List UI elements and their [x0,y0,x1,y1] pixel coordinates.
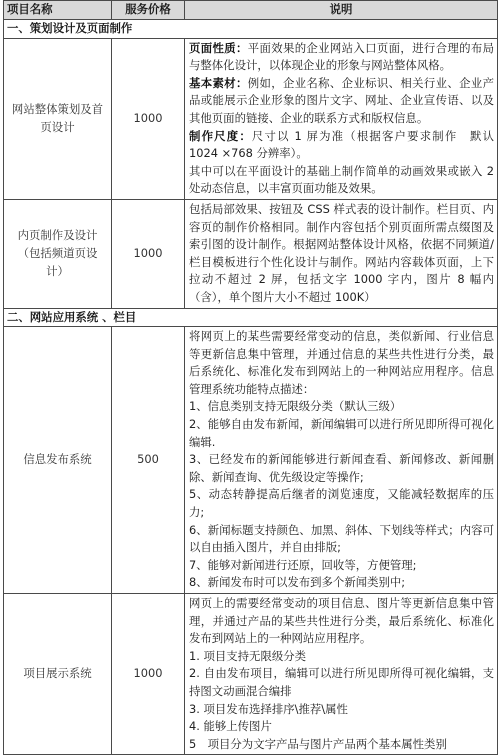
description-paragraph [189,574,494,592]
price-table [3,0,498,755]
description-paragraph [189,163,494,198]
table-body [4,20,498,755]
field-text: 5 项目分为文字产品与图片产品两个基本属性类别 [189,736,447,751]
description-paragraph [189,595,494,648]
description-paragraph [189,736,494,754]
field-text: 4. 能够上传图片 [189,719,272,734]
field-label: 基本素材： [189,75,248,90]
description-paragraph [189,486,494,521]
service-price-cell: 500 [112,327,185,594]
project-name-cell: 项目展示系统 [4,594,112,755]
header-service-price: 服务价格 [112,1,185,20]
description-cell [185,199,498,308]
table-header-row [4,1,498,20]
description-paragraph [189,416,494,451]
description-paragraph [189,665,494,700]
project-name-cell: 内页制作及设计（包括频道页设计） [4,199,112,308]
description-paragraph [189,451,494,486]
field-text: 1. 项目支持无限级分类 [189,648,307,663]
service-price-cell: 1000 [112,594,185,755]
table-row [4,38,498,199]
section-row [4,308,498,327]
field-text: 1、信息类别支持无限级分类（默认三级） [189,399,402,414]
field-text: 例如，企业名称、企业标识、相关行业、企业产品或能展示企业形象的图片文字、网址、企业宣传语、以及其他页面的链接、企业的联系方式和版权信息。 [189,75,494,125]
table-row [4,327,498,594]
field-text: 尺寸以 1 屏为准（根据客户要求制作 默认 1024 ×768 分辨率）。 [189,128,494,161]
description-paragraph [189,701,494,719]
description-cell [185,327,498,594]
service-price-cell: 1000 [112,199,185,308]
field-text: 包括局部效果、按钮及 CSS 样式表的设计制作。栏目页、内容页的制作价格相同。制作内容包括个别页面所需点缀图及索引图的设计制作。根据网站整体设计风格，依据不同频道/栏目模板进行个性化设计与制作。网站内容载体页面，上下拉动不超过 2 屏，包括文字 1000 字内，图片 8 幅内（含），单个图片大小不超过 100K） [189,201,494,304]
description-paragraph [189,648,494,666]
description-paragraph [189,201,494,307]
field-label: 页面性质： [189,40,248,55]
description-paragraph [189,522,494,557]
description-paragraph [189,128,494,163]
description-paragraph [189,557,494,575]
description-paragraph [189,75,494,128]
field-text: 网页上的需要经常变动的项目信息、图片等更新信息集中管理，并通过产品的某些共性进行分类，最后系统化、标准化发布到网站上的一种网站应用程序。 [189,596,494,646]
description-cell [185,38,498,199]
table-row [4,199,498,308]
description-paragraph [189,40,494,75]
description-paragraph [189,328,494,398]
project-name-cell: 网站整体策划及首页设计 [4,38,112,199]
field-text: 2. 自由发布项目，编辑可以进行所见即所得可视化编辑，支持图文动画混合编排 [189,666,494,698]
field-text: 2、能够自由发布新闻，新闻编辑可以进行所见即所得可视化编辑. [189,417,494,449]
field-text: 8、新闻发布时可以发布到多个新闻类别中; [189,575,406,590]
field-text: 其中可以在平面设计的基础上制作简单的动画效果或嵌入 2 处动态信息，以丰富页面功能及效果。 [189,163,494,196]
table-row [4,594,498,755]
field-text: 5、动态转静提高后继者的浏览速度，又能减轻数据库的压力; [189,487,494,520]
section-title: 一、策划设计及页面制作 [4,20,498,39]
field-label: 制作尺度： [189,128,252,143]
description-paragraph [189,718,494,736]
description-paragraph [189,398,494,416]
section-row [4,20,498,39]
service-price-cell: 1000 [112,38,185,199]
field-text: 6、新闻标题支持颜色、加黑、斜体、下划线等样式；内容可以自由插入图片，并自由排版; [189,522,494,555]
field-text: 7、能够对新闻进行还原，回收等，方便管理; [189,557,417,572]
field-text: 3. 项目发布选择排序\推荐\属性 [189,701,348,716]
header-project-name: 项目名称 [4,1,112,20]
field-text: 3、已经发布的新闻能够进行新闻查看、新闻修改、新闻删除、新闻查询、优先级设定等操作; [189,452,494,484]
section-title: 二、网站应用系统 、栏目 [4,308,498,327]
header-description: 说明 [185,1,498,20]
description-cell [185,594,498,755]
field-text: 将网页上的某些需要经常变动的信息，类似新闻、行业信息等更新信息集中管理，并通过信息的某些共性进行分类，最后系统化、标准化发布到网站上的一种网站应用程序。信息管理系统功能特点描述： [189,329,494,396]
field-text: 平面效果的企业网站入口页面，进行合理的布局与整体化设计，以体现企业的形象与网站整体风格。 [189,40,494,73]
project-name-cell: 信息发布系统 [4,327,112,594]
